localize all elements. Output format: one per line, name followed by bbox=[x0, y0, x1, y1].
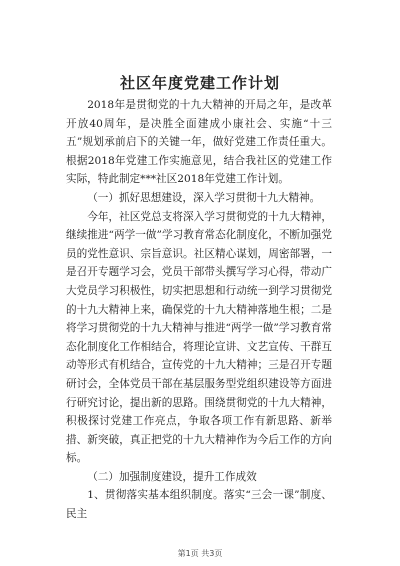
page-footer: 第1页 共3页 bbox=[177, 549, 223, 558]
intro-paragraph: 2018年是贯彻党的十九大精神的开局之年，是改革开放40周年，是决胜全面建成小康社会、实施“十三五”规划承前启下的关键一年，做好党建工作责任重大。根据2018年党建工作实施意见，结合我社区的党建工作实际，特此制定***社区2018年党建工作计划。 bbox=[66, 99, 332, 186]
document-title: 社区年度党建工作计划 bbox=[119, 74, 280, 92]
document-body bbox=[66, 96, 332, 524]
section-2-item-1: 1、贯彻落实基本组织制度。落实“三会一课”制度、民主 bbox=[66, 489, 332, 521]
section-heading-1: （一）抓好思想建设，深入学习贯彻十九大精神。 bbox=[87, 191, 321, 204]
section-1-paragraph: 今年，社区党总支将深入学习贯彻党的十九大精神，继续推进“两学一做”学习教育常态化制度化，不断加强党员的党性意识、宗旨意识。社区精心谋划，周密部署，一是召开专题学习会，党员干部带头撰写学习心得，带动广大党员学习积极性，切实把思想和行动统一到学习贯彻党的十九大精神上来，确保党的十九大精神落地生根；二是将学习贯彻党的十九大精神与推进“两学一做”学习教育常态化制度化工作相结合，将理论宣讲、文艺宣传、干群互动等形式有机结合，宣传党的十九大精神；三是召开专题研讨会，全体党员干部在基层服务型党组织建设等方面进行研究讨论，提出新的思路。围绕贯彻党的十九大精神，积极探讨党建工作亮点，争取各项工作有新思路、新举措、新突破，真正把党的十九大精神作为今后工作的方向标。 bbox=[66, 210, 332, 465]
section-heading-2: （二）加强制度建设，提升工作成效 bbox=[87, 470, 257, 483]
